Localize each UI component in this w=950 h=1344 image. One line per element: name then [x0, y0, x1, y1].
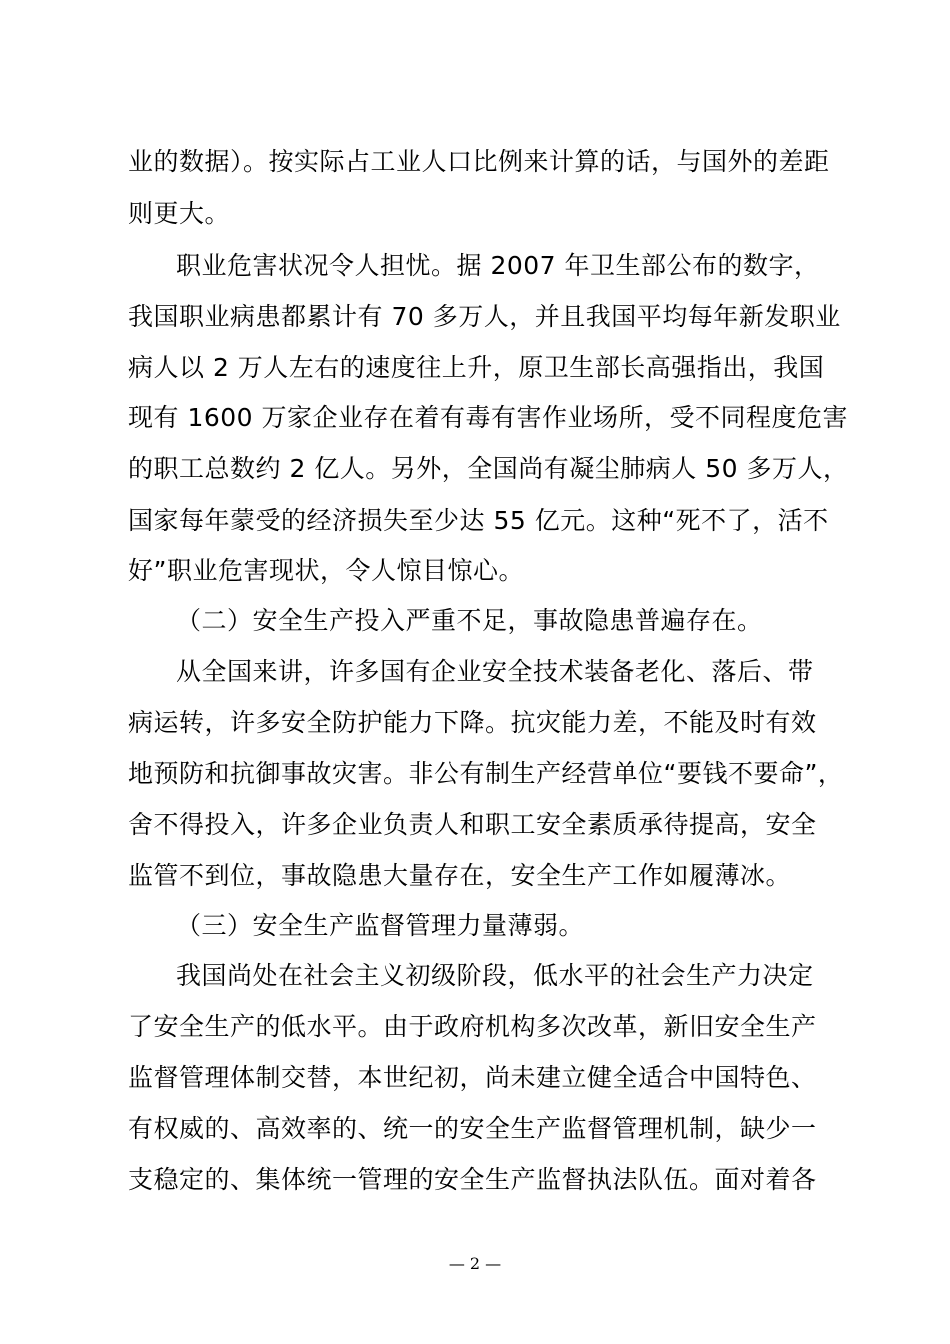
text-line: 现有 1600 万家企业存在着有毒有害作业场所，受不同程度危害 [128, 403, 849, 432]
text-line: 的职工总数约 2 亿人。另外，全国尚有凝尘肺病人 50 多万人， [128, 454, 849, 483]
text-line: 从全国来讲，许多国有企业安全技术装备老化、落后、带 [176, 657, 814, 686]
section-heading: （二）安全生产投入严重不足，事故隐患普遍存在。 [176, 606, 763, 635]
text-line: 监管不到位，事故隐患大量存在，安全生产工作如履薄冰。 [128, 861, 792, 890]
text-line: 业的数据）。按实际占工业人口比例来计算的话，与国外的差距 [128, 147, 830, 176]
text-line: 支稳定的、集体统一管理的安全生产监督执法队伍。面对着各 [128, 1165, 817, 1194]
text-line: 我国职业病患都累计有 70 多万人，并且我国平均每年新发职业 [128, 302, 841, 331]
text-line: 职业危害状况令人担忧。据 2007 年卫生部公布的数字， [176, 251, 820, 280]
text-line: 监督管理体制交替，本世纪初，尚未建立健全适合中国特色、 [128, 1063, 817, 1092]
text-line: 病运转，许多安全防护能力下降。抗灾能力差，不能及时有效 [128, 708, 817, 737]
text-line: 有权威的、高效率的、统一的安全生产监督管理机制，缺少一 [128, 1114, 817, 1143]
text-line: 了安全生产的低水平。由于政府机构多次改革，新旧安全生产 [128, 1012, 817, 1041]
section-heading: （三）安全生产监督管理力量薄弱。 [176, 911, 585, 940]
text-line: 病人以 2 万人左右的速度往上升，原卫生部长高强指出，我国 [128, 353, 825, 382]
page-number: — 2 — [448, 1254, 502, 1273]
text-line: 好”职业危害现状，令人惊目惊心。 [128, 556, 524, 585]
text-line: 则更大。 [128, 199, 231, 228]
text-line: 舍不得投入，许多企业负责人和职工安全素质承待提高，安全 [128, 810, 817, 839]
text-line: 地预防和抗御事故灾害。非公有制生产经营单位“要钱不要命”， [128, 759, 844, 788]
text-line: 我国尚处在社会主义初级阶段，低水平的社会生产力决定 [176, 961, 814, 990]
text-line: 国家每年蒙受的经济损失至少达 55 亿元。这种“死不了，活不 [128, 506, 829, 535]
